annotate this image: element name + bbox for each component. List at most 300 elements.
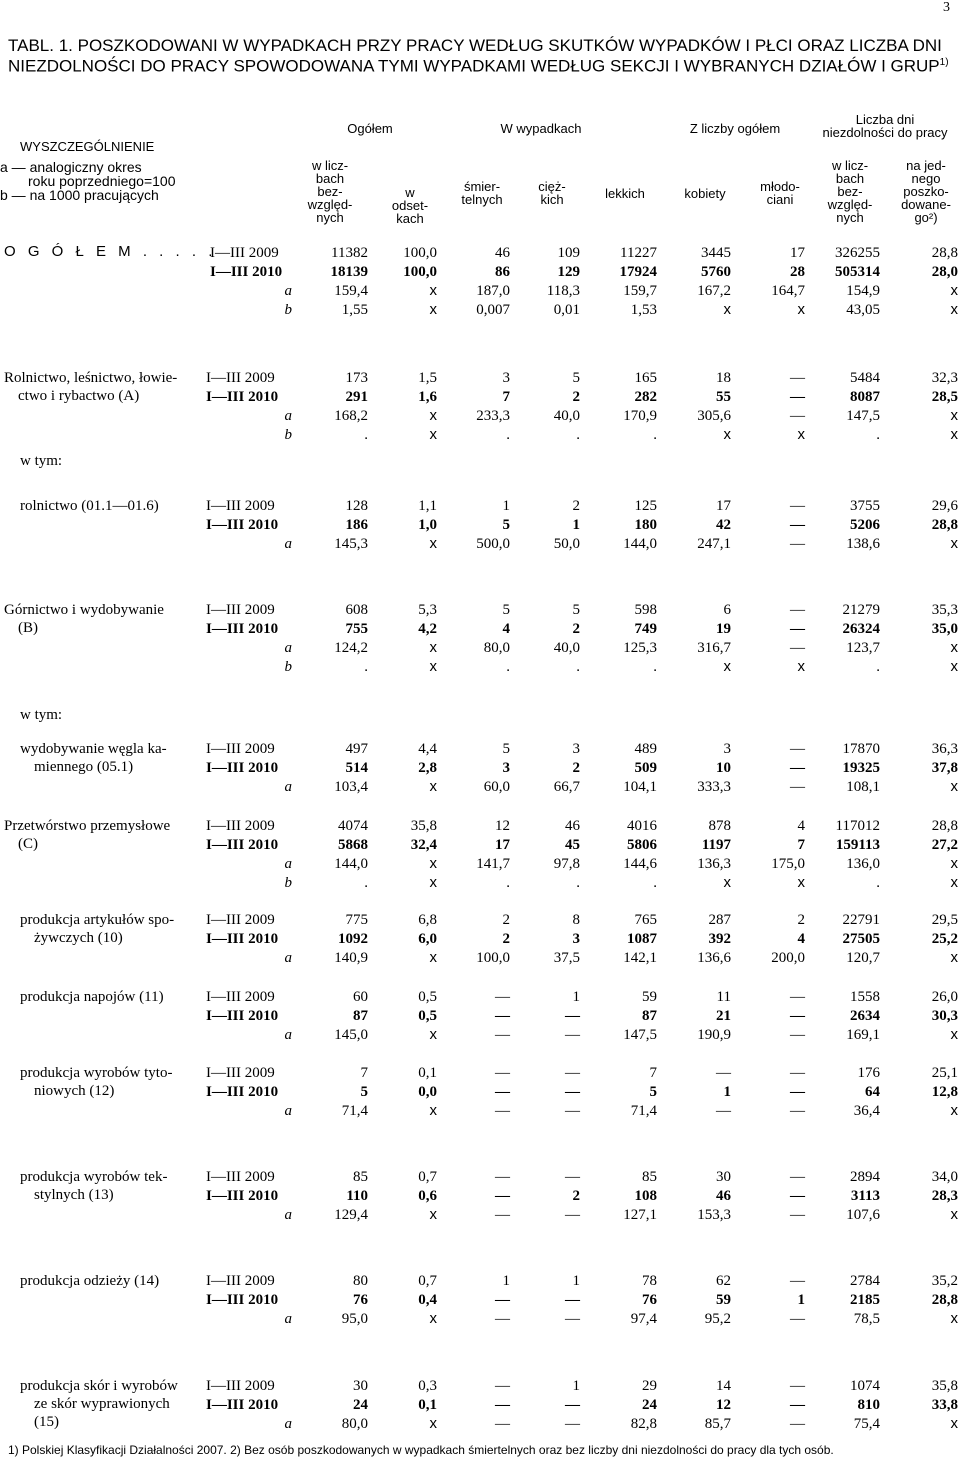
cell-value: — bbox=[565, 1207, 580, 1223]
header-z-liczby-ogolem: Z liczby ogółem bbox=[689, 121, 781, 136]
cell-value: 598 bbox=[634, 602, 657, 618]
cell-value: 50,0 bbox=[553, 536, 580, 552]
cell-value: 2 bbox=[502, 912, 510, 928]
cell-value: 4 bbox=[797, 931, 805, 947]
table-row bbox=[0, 601, 960, 619]
cell-value: 117012 bbox=[835, 818, 880, 834]
w-tym-label: w tym: bbox=[20, 707, 63, 723]
cell-value: 0,7 bbox=[418, 1169, 437, 1185]
table-row bbox=[0, 1415, 960, 1433]
cell-value: 180 bbox=[634, 517, 657, 533]
cell-value: x bbox=[950, 1026, 958, 1043]
cell-value: . bbox=[364, 659, 368, 675]
section-label-line: niowych (12) bbox=[34, 1083, 115, 1099]
header-liczba-dni-line1: Liczba dni bbox=[855, 112, 915, 127]
cell-value: 2185 bbox=[850, 1292, 880, 1308]
cell-value: 5806 bbox=[627, 837, 657, 853]
cell-value: 59 bbox=[716, 1292, 731, 1308]
cell-value: x bbox=[950, 658, 958, 675]
header-col-lekkich: lekkich bbox=[605, 186, 645, 201]
cell-value: 1 bbox=[572, 1378, 580, 1394]
cell-value: 40,0 bbox=[553, 408, 580, 424]
cell-value: — bbox=[495, 989, 510, 1005]
header-col-bezwzgl-l2: bach bbox=[315, 171, 345, 186]
cell-value: 46 bbox=[716, 1188, 731, 1204]
cell-value: — bbox=[565, 1416, 580, 1432]
cell-value: — bbox=[790, 1378, 805, 1394]
cell-value: 165 bbox=[634, 370, 657, 386]
cell-value: 5484 bbox=[850, 370, 880, 386]
cell-value: — bbox=[790, 408, 805, 424]
row-period: I—III 2009 bbox=[210, 245, 279, 261]
cell-value: 247,1 bbox=[697, 536, 731, 552]
cell-value: 7 bbox=[502, 389, 510, 405]
cell-value: 169,1 bbox=[846, 1027, 880, 1043]
section-label-line: produkcja skór i wyrobów bbox=[20, 1378, 178, 1394]
cell-value: 0,01 bbox=[553, 302, 580, 318]
cell-value: — bbox=[495, 1065, 510, 1081]
cell-value: 28,8 bbox=[931, 517, 958, 533]
cell-value: 30 bbox=[716, 1169, 731, 1185]
cell-value: 5,3 bbox=[418, 602, 437, 618]
cell-value: 5 bbox=[360, 1084, 368, 1100]
cell-value: — bbox=[565, 1103, 580, 1119]
cell-value: 326255 bbox=[835, 245, 880, 261]
cell-value: — bbox=[790, 1397, 805, 1413]
cell-value: x bbox=[950, 407, 958, 424]
cell-value: 878 bbox=[708, 818, 731, 834]
cell-value: 17924 bbox=[619, 264, 657, 280]
table-row bbox=[0, 407, 960, 425]
cell-value: 5760 bbox=[701, 264, 731, 280]
table-row bbox=[0, 1377, 960, 1395]
cell-value: 100,0 bbox=[403, 245, 437, 261]
cell-value: x bbox=[429, 535, 437, 552]
cell-value: — bbox=[790, 1027, 805, 1043]
cell-value: x bbox=[723, 426, 731, 443]
cell-value: x bbox=[950, 1310, 958, 1327]
cell-value: 755 bbox=[345, 621, 368, 637]
cell-value: 514 bbox=[345, 760, 368, 776]
cell-value: 46 bbox=[495, 245, 510, 261]
header-col-odsetkach bbox=[380, 186, 440, 225]
section-label-line: (15) bbox=[34, 1414, 59, 1430]
cell-value: — bbox=[790, 536, 805, 552]
cell-value: 28,8 bbox=[931, 245, 958, 261]
cell-value: — bbox=[565, 1397, 580, 1413]
cell-value: 125,3 bbox=[623, 640, 657, 656]
cell-value: 505314 bbox=[835, 264, 880, 280]
table-row bbox=[0, 497, 960, 515]
cell-value: x bbox=[429, 1026, 437, 1043]
table-row bbox=[0, 778, 960, 796]
cell-value: 2 bbox=[797, 912, 805, 928]
header-w-wypadkach: W wypadkach bbox=[500, 121, 582, 136]
cell-value: — bbox=[790, 1188, 805, 1204]
cell-value: 168,2 bbox=[334, 408, 368, 424]
table-row bbox=[0, 369, 960, 387]
cell-value: — bbox=[495, 1103, 510, 1119]
cell-value: 5 bbox=[572, 370, 580, 386]
cell-value: 173 bbox=[345, 370, 368, 386]
cell-value: 107,6 bbox=[846, 1207, 880, 1223]
cell-value: 14 bbox=[716, 1378, 731, 1394]
cell-value: x bbox=[429, 282, 437, 299]
cell-value: x bbox=[429, 1102, 437, 1119]
cell-value: 159113 bbox=[835, 837, 880, 853]
cell-value: 0,5 bbox=[418, 989, 437, 1005]
cell-value: 608 bbox=[345, 602, 368, 618]
table-row bbox=[0, 988, 960, 1006]
table-row bbox=[0, 1083, 960, 1101]
table-row bbox=[0, 1026, 960, 1044]
cell-value: 26,0 bbox=[931, 989, 958, 1005]
row-period: b bbox=[284, 427, 292, 443]
row-period: a bbox=[284, 408, 292, 424]
header-col-odset-l2: odset- bbox=[391, 198, 429, 213]
cell-value: 0,007 bbox=[476, 302, 510, 318]
cell-value: 21 bbox=[716, 1008, 731, 1024]
header-col-odset-l3: kach bbox=[396, 211, 424, 226]
table-row bbox=[0, 244, 960, 262]
header-legend bbox=[0, 160, 290, 202]
cell-value: 144,0 bbox=[334, 856, 368, 872]
cell-value: — bbox=[790, 370, 805, 386]
cell-value: 28,5 bbox=[931, 389, 958, 405]
cell-value: 118,3 bbox=[546, 283, 580, 299]
row-period: I—III 2010 bbox=[206, 1188, 279, 1204]
cell-value: 28,8 bbox=[931, 1292, 958, 1308]
cell-value: 147,5 bbox=[623, 1027, 657, 1043]
cell-value: 129 bbox=[557, 264, 580, 280]
cell-value: — bbox=[790, 498, 805, 514]
cell-value: 75,4 bbox=[853, 1416, 880, 1432]
cell-value: 103,4 bbox=[334, 779, 368, 795]
cell-value: 136,0 bbox=[846, 856, 880, 872]
cell-value: 8087 bbox=[850, 389, 880, 405]
section-label-line: ze skór wyprawionych bbox=[34, 1396, 170, 1412]
cell-value: . bbox=[364, 875, 368, 891]
cell-value: 0,3 bbox=[418, 1378, 437, 1394]
row-period: a bbox=[284, 1103, 292, 1119]
cell-value: 7 bbox=[649, 1065, 657, 1081]
row-period: I—III 2009 bbox=[206, 741, 275, 757]
table-row bbox=[0, 740, 960, 758]
cell-value: 136,3 bbox=[697, 856, 731, 872]
cell-value: 5 bbox=[502, 602, 510, 618]
cell-value: 810 bbox=[857, 1397, 880, 1413]
cell-value: 1 bbox=[502, 1273, 510, 1289]
header-col-bezwzgl-l4: względ- bbox=[307, 197, 353, 212]
cell-value: 775 bbox=[345, 912, 368, 928]
legend-a-line2: roku poprzedniego=100 bbox=[28, 173, 176, 189]
cell-value: 3755 bbox=[850, 498, 880, 514]
cell-value: 35,3 bbox=[931, 602, 958, 618]
cell-value: . bbox=[653, 659, 657, 675]
cell-value: x bbox=[950, 282, 958, 299]
cell-value: 37,8 bbox=[931, 760, 958, 776]
cell-value: 5 bbox=[502, 741, 510, 757]
cell-value: 4 bbox=[797, 818, 805, 834]
table-row bbox=[0, 1102, 960, 1120]
cell-value: 85 bbox=[353, 1169, 368, 1185]
cell-value: 34,0 bbox=[931, 1169, 958, 1185]
cell-value: 6,8 bbox=[418, 912, 437, 928]
section-label-line: produkcja wyrobów tek- bbox=[20, 1169, 168, 1185]
cell-value: 291 bbox=[345, 389, 368, 405]
cell-value: — bbox=[790, 621, 805, 637]
cell-value: 64 bbox=[865, 1084, 880, 1100]
cell-value: 28,3 bbox=[931, 1188, 958, 1204]
cell-value: 6 bbox=[723, 602, 731, 618]
cell-value: — bbox=[790, 1169, 805, 1185]
cell-value: — bbox=[495, 1416, 510, 1432]
row-period: b bbox=[284, 875, 292, 891]
cell-value: 170,9 bbox=[623, 408, 657, 424]
cell-value: 145,3 bbox=[334, 536, 368, 552]
cell-value: x bbox=[429, 855, 437, 872]
cell-value: 2 bbox=[572, 621, 580, 637]
cell-value: 2 bbox=[572, 498, 580, 514]
cell-value: 489 bbox=[634, 741, 657, 757]
cell-value: 78,5 bbox=[853, 1311, 880, 1327]
header-col-bezwzgl bbox=[300, 159, 360, 224]
cell-value: . bbox=[506, 875, 510, 891]
cell-value: 3 bbox=[502, 760, 510, 776]
row-period: a bbox=[284, 1027, 292, 1043]
cell-value: 5868 bbox=[338, 837, 368, 853]
section-label-line: (C) bbox=[18, 836, 38, 852]
cell-value: 109 bbox=[557, 245, 580, 261]
cell-value: — bbox=[495, 1027, 510, 1043]
cell-value: . bbox=[653, 875, 657, 891]
table-row bbox=[0, 1310, 960, 1328]
cell-value: 1197 bbox=[701, 837, 731, 853]
cell-value: — bbox=[790, 760, 805, 776]
cell-value: 1 bbox=[502, 498, 510, 514]
cell-value: 3 bbox=[502, 370, 510, 386]
cell-value: 76 bbox=[642, 1292, 657, 1308]
cell-value: 95,0 bbox=[341, 1311, 368, 1327]
row-period: a bbox=[284, 856, 292, 872]
cell-value: 11227 bbox=[620, 245, 657, 261]
header-col-dni-bezwzgl bbox=[818, 159, 882, 224]
table-row bbox=[0, 1272, 960, 1290]
cell-value: . bbox=[364, 427, 368, 443]
cell-value: — bbox=[790, 389, 805, 405]
cell-value: x bbox=[723, 301, 731, 318]
cell-value: . bbox=[576, 659, 580, 675]
cell-value: 145,0 bbox=[334, 1027, 368, 1043]
cell-value: 17 bbox=[790, 245, 805, 261]
cell-value: 35,2 bbox=[931, 1273, 958, 1289]
cell-value: — bbox=[565, 1311, 580, 1327]
cell-value: 2634 bbox=[850, 1008, 880, 1024]
header-col-dni-l1: w licz- bbox=[831, 158, 869, 173]
cell-value: — bbox=[790, 640, 805, 656]
cell-value: 62 bbox=[716, 1273, 731, 1289]
cell-value: 3 bbox=[572, 931, 580, 947]
cell-value: 141,7 bbox=[476, 856, 510, 872]
cell-value: — bbox=[790, 1416, 805, 1432]
cell-value: 765 bbox=[634, 912, 657, 928]
cell-value: — bbox=[790, 1273, 805, 1289]
cell-value: 124,2 bbox=[334, 640, 368, 656]
header-col-najed-l2: nego bbox=[911, 171, 941, 186]
table-title bbox=[8, 37, 958, 75]
cell-value: 17 bbox=[495, 837, 510, 853]
section-label-line: stylnych (13) bbox=[34, 1187, 114, 1203]
cell-value: 32,4 bbox=[410, 837, 437, 853]
cell-value: 24 bbox=[642, 1397, 657, 1413]
cell-value: 45 bbox=[565, 837, 580, 853]
cell-value: x bbox=[723, 874, 731, 891]
row-period: a bbox=[284, 640, 292, 656]
cell-value: — bbox=[716, 1065, 731, 1081]
cell-value: 0,7 bbox=[418, 1273, 437, 1289]
w-tym-label: w tym: bbox=[20, 453, 63, 469]
title-footnote-ref: 1) bbox=[939, 57, 949, 68]
row-period: a bbox=[284, 1311, 292, 1327]
cell-value: 4,2 bbox=[418, 621, 437, 637]
cell-value: 6,0 bbox=[418, 931, 437, 947]
cell-value: x bbox=[429, 1310, 437, 1327]
cell-value: 87 bbox=[353, 1008, 368, 1024]
cell-value: 76 bbox=[353, 1292, 368, 1308]
cell-value: 2 bbox=[572, 1188, 580, 1204]
header-col-ciezkich bbox=[522, 180, 582, 206]
cell-value: x bbox=[950, 1415, 958, 1432]
header-col-dni-l5: nych bbox=[836, 210, 864, 225]
cell-value: 60 bbox=[353, 989, 368, 1005]
cell-value: 282 bbox=[634, 389, 657, 405]
cell-value: 25,2 bbox=[931, 931, 958, 947]
cell-value: 35,0 bbox=[931, 621, 958, 637]
row-period: I—III 2009 bbox=[206, 370, 275, 386]
cell-value: 164,7 bbox=[771, 283, 805, 299]
row-period: b bbox=[284, 302, 292, 318]
cell-value: 28,0 bbox=[931, 264, 958, 280]
cell-value: 36,3 bbox=[931, 741, 958, 757]
table-row bbox=[0, 426, 960, 444]
cell-value: 85,7 bbox=[704, 1416, 731, 1432]
table-row bbox=[0, 1291, 960, 1309]
section-label-line: Przetwórstwo przemysłowe bbox=[4, 818, 171, 834]
cell-value: 100,0 bbox=[403, 264, 437, 280]
cell-value: 5206 bbox=[850, 517, 880, 533]
cell-value: 123,7 bbox=[846, 640, 880, 656]
cell-value: 127,1 bbox=[623, 1207, 657, 1223]
cell-value: . bbox=[576, 427, 580, 443]
cell-value: 0,5 bbox=[418, 1008, 437, 1024]
cell-value: 4 bbox=[502, 621, 510, 637]
footnote: 1) Polskiej Klasyfikacji Działalności 2007. 2) Bez osób poszkodowanych w wypadkach śmiertelnych oraz bez liczby dni niezdolności do pracy dla tych osób. bbox=[8, 1443, 834, 1457]
cell-value: x bbox=[950, 874, 958, 891]
cell-value: 8 bbox=[572, 912, 580, 928]
cell-value: 392 bbox=[708, 931, 731, 947]
cell-value: — bbox=[495, 1169, 510, 1185]
cell-value: x bbox=[429, 1206, 437, 1223]
cell-value: 140,9 bbox=[334, 950, 368, 966]
cell-value: 2,8 bbox=[418, 760, 437, 776]
cell-value: 27505 bbox=[842, 931, 880, 947]
cell-value: 4016 bbox=[627, 818, 657, 834]
cell-value: 1,53 bbox=[630, 302, 657, 318]
cell-value: x bbox=[950, 639, 958, 656]
cell-value: 80,0 bbox=[341, 1416, 368, 1432]
cell-value: x bbox=[429, 1415, 437, 1432]
cell-value: 2 bbox=[502, 931, 510, 947]
cell-value: 1 bbox=[572, 989, 580, 1005]
cell-value: 30,3 bbox=[931, 1008, 958, 1024]
header-ogolem: Ogółem bbox=[347, 121, 393, 136]
cell-value: 87 bbox=[642, 1008, 657, 1024]
cell-value: 46 bbox=[565, 818, 580, 834]
row-period: I—III 2010 bbox=[206, 1008, 279, 1024]
cell-value: — bbox=[565, 1065, 580, 1081]
cell-value: x bbox=[950, 1102, 958, 1119]
cell-value: — bbox=[565, 1027, 580, 1043]
cell-value: 0,0 bbox=[418, 1084, 437, 1100]
cell-value: — bbox=[790, 1084, 805, 1100]
cell-value: 12 bbox=[495, 818, 510, 834]
table-row bbox=[0, 535, 960, 553]
cell-value: 176 bbox=[857, 1065, 880, 1081]
cell-value: 24 bbox=[353, 1397, 368, 1413]
row-period: a bbox=[284, 283, 292, 299]
table-row bbox=[0, 930, 960, 948]
cell-value: 509 bbox=[634, 760, 657, 776]
table-row bbox=[0, 817, 960, 835]
cell-value: x bbox=[429, 778, 437, 795]
cell-value: x bbox=[797, 301, 805, 318]
row-period: b bbox=[284, 659, 292, 675]
cell-value: 35,8 bbox=[931, 1378, 958, 1394]
cell-value: 86 bbox=[495, 264, 510, 280]
cell-value: — bbox=[495, 1188, 510, 1204]
row-period: I—III 2010 bbox=[206, 1084, 279, 1100]
cell-value: 0,1 bbox=[418, 1065, 437, 1081]
cell-value: 71,4 bbox=[341, 1103, 368, 1119]
header-col-najed-l4: dowane- bbox=[901, 197, 951, 212]
legend-b: b — na 1000 pracujących bbox=[0, 187, 159, 203]
header-col-bezwzgl-l3: bez- bbox=[317, 184, 343, 199]
cell-value: 17870 bbox=[842, 741, 880, 757]
cell-value: 33,8 bbox=[931, 1397, 958, 1413]
cell-value: — bbox=[790, 602, 805, 618]
cell-value: 32,3 bbox=[931, 370, 958, 386]
row-period: I—III 2010 bbox=[206, 837, 279, 853]
table-row bbox=[0, 836, 960, 854]
cell-value: 1,0 bbox=[418, 517, 437, 533]
cell-value: — bbox=[565, 1008, 580, 1024]
row-period: a bbox=[284, 779, 292, 795]
cell-value: 97,4 bbox=[630, 1311, 657, 1327]
cell-value: 4,4 bbox=[418, 741, 437, 757]
cell-value: — bbox=[790, 1311, 805, 1327]
title-text: TABL. 1. POSZKODOWANI W WYPADKACH PRZY PRACY WEDŁUG SKUTKÓW WYPADKÓW I PŁCI ORAZ LICZBA DNI NIEZDOLNOŚCI DO PRACY SPOWODOWANA TYMI WYPADKAMI WEDŁUG SEKCJI I WYBRANYCH DZIAŁÓW I GRUP bbox=[8, 36, 942, 76]
cell-value: — bbox=[716, 1103, 731, 1119]
section-label-line: produkcja odzieży (14) bbox=[20, 1273, 160, 1289]
cell-value: 2 bbox=[572, 389, 580, 405]
row-period: I—III 2010 bbox=[206, 931, 279, 947]
cell-value: 136,6 bbox=[697, 950, 731, 966]
cell-value: x bbox=[429, 426, 437, 443]
cell-value: 1558 bbox=[850, 989, 880, 1005]
cell-value: 18 bbox=[716, 370, 731, 386]
cell-value: 18139 bbox=[330, 264, 368, 280]
cell-value: x bbox=[797, 658, 805, 675]
